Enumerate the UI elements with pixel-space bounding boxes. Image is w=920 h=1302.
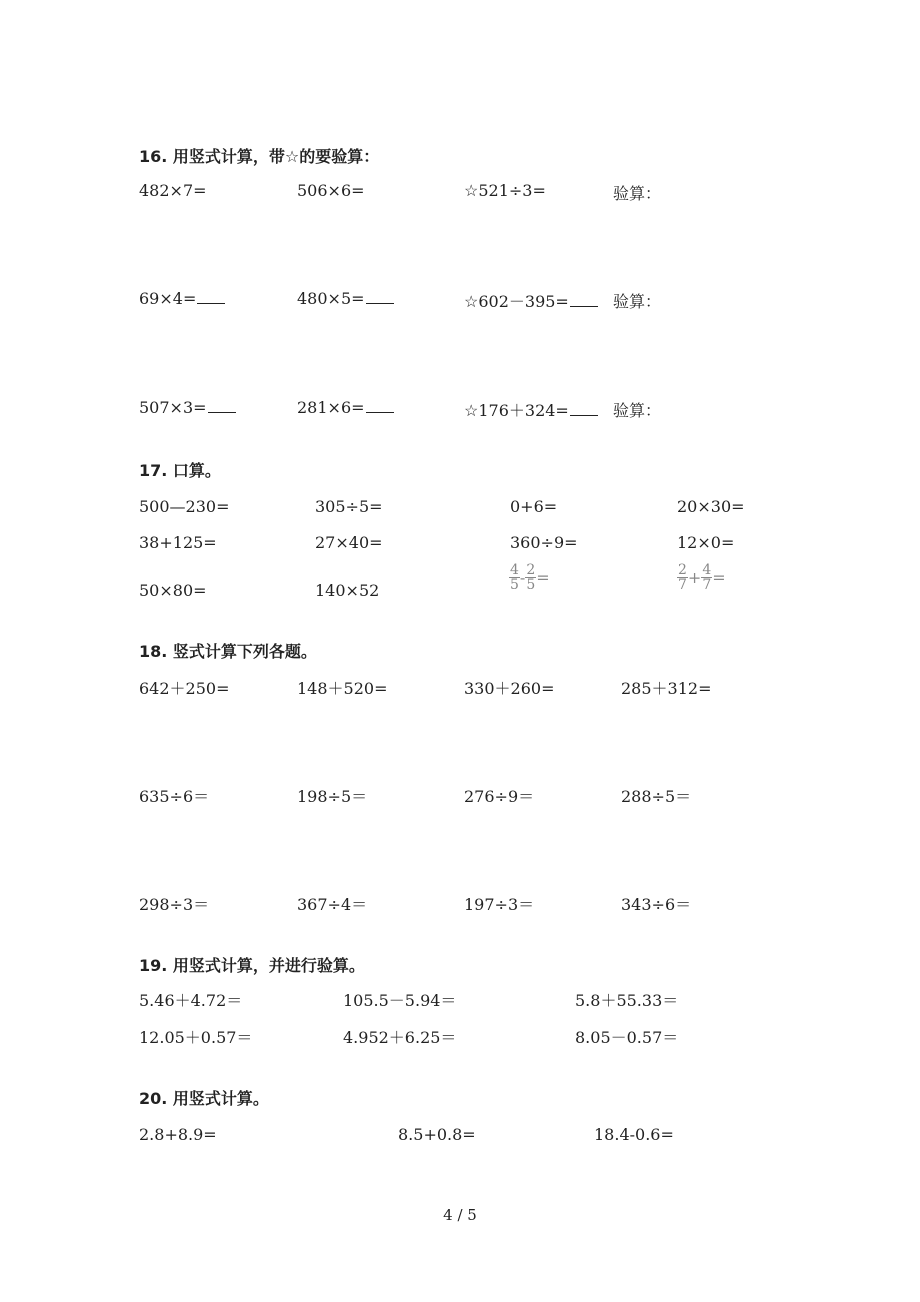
q16-check-label: 验算： xyxy=(613,184,662,203)
answer-blank[interactable] xyxy=(197,289,225,304)
q19-problem: 5.46＋4.72＝ xyxy=(139,991,243,1010)
page-number: 4 / 5 xyxy=(443,1206,477,1224)
q16-problem: 506×6= xyxy=(297,181,365,200)
q16-heading: 16. 用竖式计算，带☆的要验算： xyxy=(139,147,380,166)
q16-problem: 507×3= xyxy=(139,398,236,417)
q18-problem: 288÷5＝ xyxy=(621,787,692,806)
fraction: $\frac{2}{5}$ xyxy=(526,562,536,593)
answer-blank[interactable] xyxy=(366,289,394,304)
q18-problem: 285＋312= xyxy=(621,679,712,698)
q18-problem: 197÷3＝ xyxy=(464,895,535,914)
q16-problem: 281×6= xyxy=(297,398,394,417)
q19-problem: 4.952＋6.25＝ xyxy=(343,1028,457,1047)
q17-fraction-problem: $\frac{4}{5}$ - $\frac{2}{5}$ = xyxy=(510,562,550,593)
q17-problem: 0+6= xyxy=(510,497,558,516)
q16-problem: ☆176＋324= xyxy=(464,398,598,421)
q17-problem: 305÷5= xyxy=(315,497,383,516)
q16-problem: ☆521÷3= xyxy=(464,181,546,200)
q20-problem: 18.4-0.6= xyxy=(594,1125,674,1144)
q17-problem: 50×80= xyxy=(139,581,207,600)
q18-problem: 198÷5＝ xyxy=(297,787,368,806)
q17-problem: 140×52 xyxy=(315,581,380,600)
q18-problem: 276÷9＝ xyxy=(464,787,535,806)
q18-problem: 642＋250= xyxy=(139,679,230,698)
q17-problem: 27×40= xyxy=(315,533,383,552)
q18-problem: 298÷3＝ xyxy=(139,895,210,914)
q18-problem: 343÷6＝ xyxy=(621,895,692,914)
q20-problem: 2.8+8.9= xyxy=(139,1125,217,1144)
q17-problem: 38+125= xyxy=(139,533,217,552)
fraction: $\frac{4}{5}$ xyxy=(510,562,519,593)
q17-problem: 360÷9= xyxy=(510,533,578,552)
q18-problem: 635÷6＝ xyxy=(139,787,210,806)
answer-blank[interactable] xyxy=(570,401,598,416)
q18-problem: 367÷4＝ xyxy=(297,895,368,914)
q16-check-label: 验算： xyxy=(613,292,662,311)
q17-fraction-problem: $\frac{2}{7}$ + $\frac{4}{7}$ = xyxy=(678,562,726,593)
q19-problem: 105.5－5.94＝ xyxy=(343,991,457,1010)
answer-blank[interactable] xyxy=(208,398,236,413)
q20-problem: 8.5+0.8= xyxy=(398,1125,476,1144)
q17-heading: 17. 口算。 xyxy=(139,461,221,480)
q19-heading: 19. 用竖式计算，并进行验算。 xyxy=(139,956,365,975)
q17-problem: 20×30= xyxy=(677,497,745,516)
q18-heading: 18. 竖式计算下列各题。 xyxy=(139,642,317,661)
q19-problem: 5.8＋55.33＝ xyxy=(575,991,679,1010)
q16-problem: ☆602－395= xyxy=(464,289,598,312)
q19-problem: 12.05＋0.57＝ xyxy=(139,1028,253,1047)
q18-problem: 148＋520= xyxy=(297,679,388,698)
q18-problem: 330＋260= xyxy=(464,679,555,698)
fraction: $\frac{4}{7}$ xyxy=(702,562,712,593)
q20-heading: 20. 用竖式计算。 xyxy=(139,1089,269,1108)
answer-blank[interactable] xyxy=(366,398,394,413)
q16-problem: 482×7= xyxy=(139,181,207,200)
fraction: $\frac{2}{7}$ xyxy=(678,562,687,593)
q17-problem: 500—230= xyxy=(139,497,230,516)
q16-check-label: 验算： xyxy=(613,401,662,420)
answer-blank[interactable] xyxy=(570,292,598,307)
q17-problem: 12×0= xyxy=(677,533,735,552)
q16-problem: 69×4= xyxy=(139,289,225,308)
q19-problem: 8.05－0.57＝ xyxy=(575,1028,679,1047)
q16-problem: 480×5= xyxy=(297,289,394,308)
